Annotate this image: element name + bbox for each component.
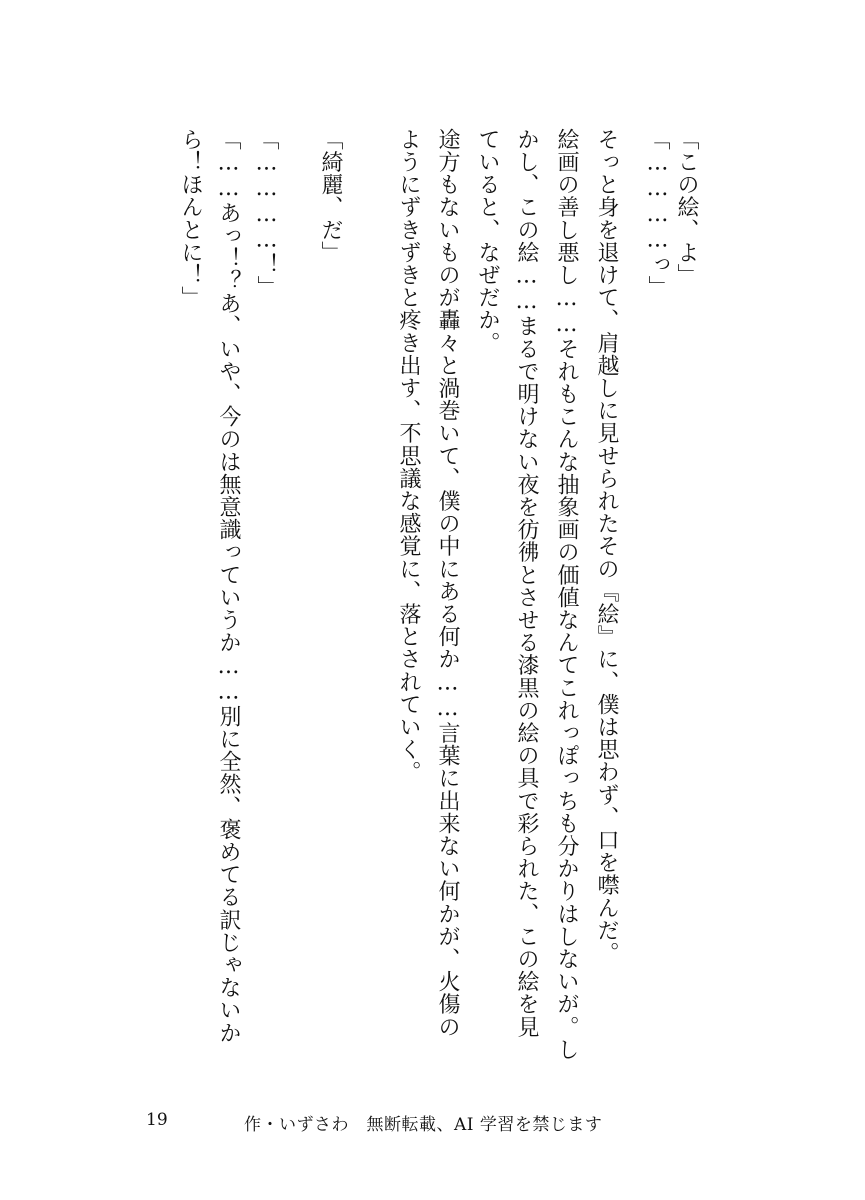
text-line-7: ていると、なぜだか。 <box>475 128 500 354</box>
text-line-15: ら！ほんとに！」 <box>178 128 203 309</box>
author-credit: 作・いずさわ 無断転載、AI 学習を禁じます <box>244 1115 603 1135</box>
text-line-5: 絵画の善し悪し……それもこんな抽象画の価値なんてこれっぽっちも分かりはしないが。し <box>554 128 579 1061</box>
text-line-11: 「綺麗、だ」 <box>318 128 343 264</box>
text-line-1: 「この絵、よ」 <box>674 128 699 287</box>
text-line-13: 「…………！」 <box>254 128 279 299</box>
text-line-6: かし、この絵……まるで明けない夜を彷彿とさせる漆黒の絵の具で彩られた、この絵を見 <box>514 128 539 1038</box>
page-footer <box>0 1110 865 1140</box>
text-line-2: 「…………っ」 <box>645 128 670 299</box>
text-line-9: ようにずきずきと疼き出す、不思議な感覚に、落とされていく。 <box>396 128 421 784</box>
page-number: 19 <box>146 1110 168 1130</box>
text-line-8: 途方もないものが轟々と渦巻いて、僕の中にある何か……言葉に出来ない何かが、火傷の <box>435 128 460 1038</box>
text-line-14: 「……あっ！？あ、いや、今のは無意識っていうか……別に全然、褒めてる訳じゃないか <box>216 128 241 1044</box>
text-line-4: そっと身を退けて、肩越しに見せられたその『絵』に、僕は思わず、口を噤んだ。 <box>594 128 619 965</box>
